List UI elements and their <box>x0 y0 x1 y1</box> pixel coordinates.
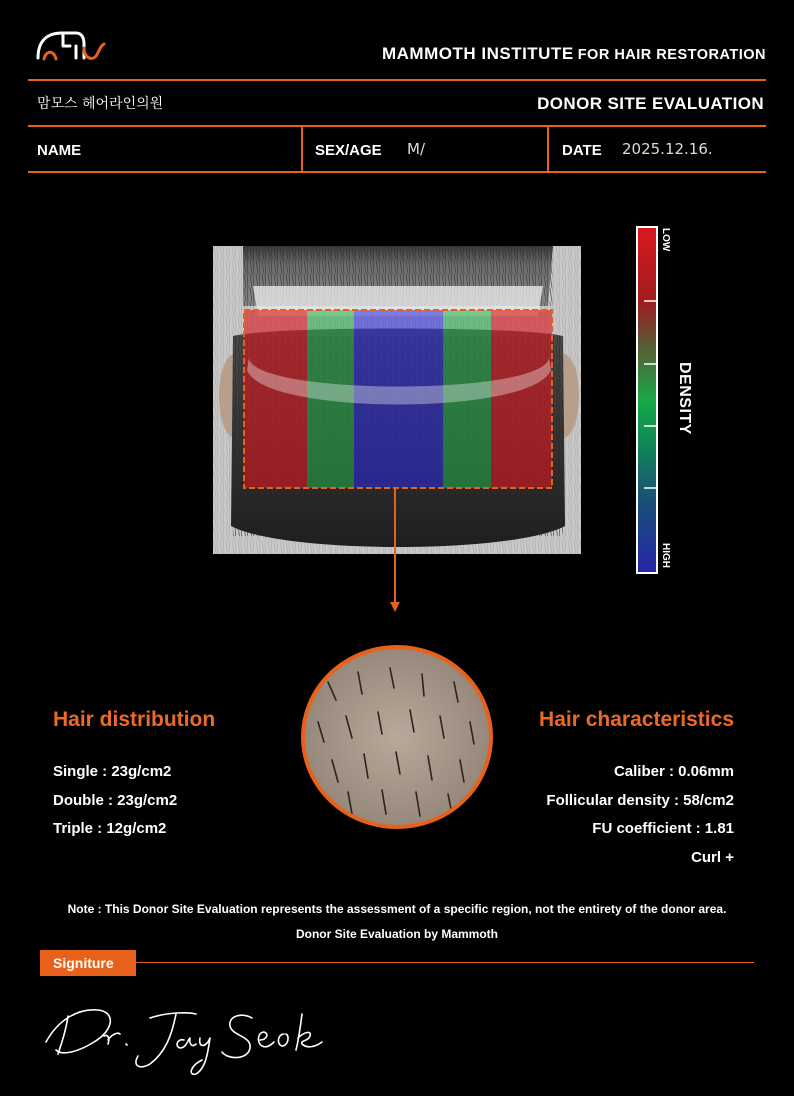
sex-age-label: SEX/AGE <box>315 142 382 159</box>
arrow-down-icon <box>385 488 405 614</box>
distribution-item: Double : 23g/cm2 <box>53 791 178 809</box>
document-title: DONOR SITE EVALUATION <box>537 94 764 113</box>
hair-distribution-list <box>53 758 177 844</box>
hair-distribution-title: Hair distribution <box>53 708 216 731</box>
date-value: 2025.12.16. <box>622 140 713 158</box>
field-separator <box>301 127 303 171</box>
field-separator <box>547 127 549 171</box>
fields-top-divider <box>28 125 766 127</box>
distribution-item: Triple : 12g/cm2 <box>53 820 167 838</box>
density-legend-title: DENSITY <box>676 362 693 435</box>
characteristic-item: Caliber : 0.06mm <box>613 763 734 780</box>
elephant-logo-icon <box>36 28 108 64</box>
evaluation-byline: Donor Site Evaluation by Mammoth <box>295 927 499 941</box>
date-label: DATE <box>562 142 602 159</box>
characteristic-item: Follicular density : 58/cm2 <box>546 791 734 809</box>
clinic-korean-name: 맘모스 헤어라인의원 <box>37 96 164 112</box>
characteristic-item: Curl + <box>691 849 734 867</box>
handwritten-signature <box>38 990 348 1082</box>
follicle-closeup-photo <box>298 642 496 832</box>
fields-bottom-divider <box>28 171 766 173</box>
institute-name: MAMMOTH INSTITUTE FOR HAIR RESTORATION <box>381 44 766 63</box>
density-low-label: LOW <box>660 228 671 252</box>
hair-characteristics-title: Hair characteristics <box>539 708 734 731</box>
density-legend-bar <box>636 226 658 574</box>
name-label: NAME <box>37 142 82 159</box>
signature-line <box>136 962 754 963</box>
evaluation-note: Note : This Donor Site Evaluation represents the assessment of a specific region, not the entirety of the donor area. <box>67 902 727 916</box>
distribution-item: Single : 23g/cm2 <box>53 763 172 780</box>
signature-badge: Signiture <box>40 950 136 976</box>
sex-age-value: M/ <box>407 140 425 158</box>
characteristic-item: FU coefficient : 1.81 <box>592 820 734 838</box>
hair-characteristics-list <box>546 758 734 873</box>
density-high-label: HIGH <box>660 543 671 568</box>
header-divider <box>28 79 766 81</box>
